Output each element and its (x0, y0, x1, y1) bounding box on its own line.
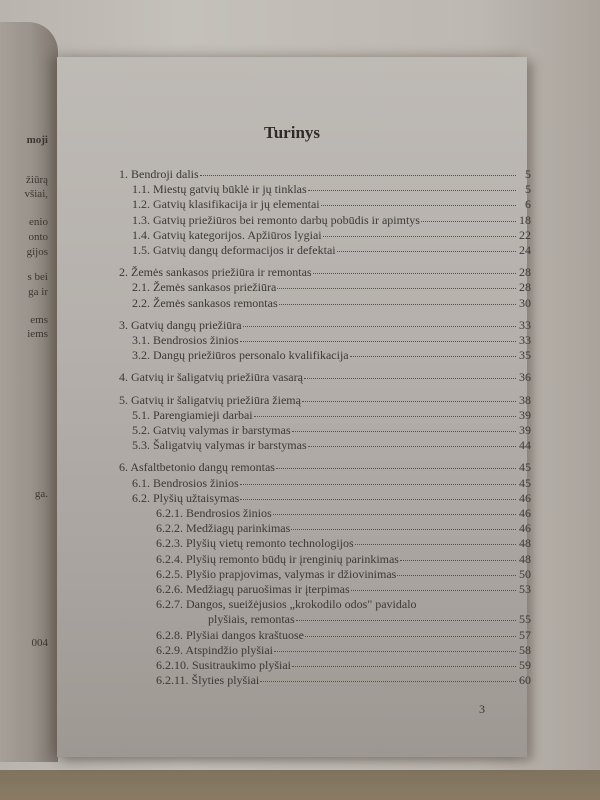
toc-entry (119, 460, 531, 475)
toc-entry-page: 57 (519, 627, 531, 642)
toc-entry-page: 22 (519, 227, 531, 242)
dot-leader (292, 666, 516, 667)
toc-entry-page: 30 (519, 295, 531, 310)
toc-entry (119, 228, 531, 243)
dot-leader (421, 221, 516, 222)
toc-entry-page: 60 (519, 673, 531, 688)
dot-leader (397, 575, 516, 576)
toc-entry-page: 18 (519, 212, 531, 227)
toc-entry (119, 393, 531, 408)
toc-entry-page: 28 (519, 280, 531, 295)
toc-entry-label: plyšiais, remontas (208, 612, 295, 627)
dot-leader (279, 304, 516, 305)
toc-entry-label: 1.1. Miestų gatvių būklė ir jų tinklas (132, 182, 307, 197)
toc-entry (119, 491, 531, 506)
toc-entry-label: 4. Gatvių ir šaligatvių priežiūra vasarą (119, 370, 303, 385)
book-page (57, 57, 531, 757)
dot-leader (243, 326, 516, 327)
dot-leader (323, 236, 516, 237)
toc-entry-page: 5 (525, 182, 531, 197)
toc-entry (119, 213, 531, 228)
left-page-text-fragment: ga. (34, 488, 48, 500)
dot-leader (292, 431, 516, 432)
toc-entry-label: 1.5. Gatvių dangų deformacijos ir defektai (132, 243, 336, 258)
dot-leader (350, 356, 516, 357)
dot-leader (274, 651, 516, 652)
table-of-contents (119, 167, 531, 689)
page-title: Turinys (263, 123, 321, 142)
left-page-text-fragment: ems (30, 314, 48, 326)
toc-entry (119, 506, 531, 521)
toc-entry-label: 2.1. Žemės sankasos priežiūra (132, 280, 277, 295)
dot-leader (200, 175, 516, 176)
toc-entry-page: 59 (519, 658, 531, 673)
dot-leader (277, 288, 516, 289)
toc-entry (119, 597, 531, 612)
toc-entry-page: 45 (519, 460, 531, 475)
toc-entry-label: 1. Bendroji dalis (119, 167, 199, 181)
toc-entry-label: 6.2.6. Medžiagų paruošimas ir įterpimas (156, 582, 350, 597)
dot-leader (321, 205, 516, 206)
toc-entry-page: 35 (519, 348, 531, 363)
toc-entry (119, 348, 531, 363)
left-page-text-fragment: iems (27, 328, 48, 340)
toc-entry (119, 423, 531, 438)
toc-entry (119, 582, 531, 597)
dot-leader (308, 190, 516, 191)
toc-entry-page: 28 (519, 265, 531, 280)
toc-entry (119, 567, 531, 582)
toc-entry (119, 438, 531, 453)
dot-leader (273, 514, 516, 515)
toc-entry-label: 6.2.5. Plyšio prapjovimas, valymas ir džiovinimas (156, 566, 397, 581)
toc-entry (119, 197, 531, 212)
left-page-text-fragment: onto (28, 231, 48, 243)
toc-entry-page: 33 (519, 317, 531, 332)
toc-entry-page: 38 (519, 392, 531, 407)
toc-entry-label: 6.2.4. Plyšių remonto būdų ir įrenginių parinkimas (156, 551, 399, 566)
toc-entry-label: 5.2. Gatvių valymas ir barstymas (132, 423, 291, 438)
toc-entry (119, 333, 531, 348)
dot-leader (240, 484, 516, 485)
toc-entry-label: 2.2. Žemės sankasos remontas (132, 295, 278, 310)
dot-leader (240, 499, 516, 500)
toc-entry (119, 265, 531, 280)
toc-entry-page: 39 (519, 423, 531, 438)
dot-leader (260, 681, 516, 682)
dot-leader (291, 529, 516, 530)
toc-entry (119, 243, 531, 258)
toc-entry (119, 182, 531, 197)
toc-entry-label: 1.4. Gatvių kategorijos. Apžiūros lygiai (132, 227, 322, 242)
toc-entry-label: 6.2.2. Medžiagų parinkimas (156, 521, 291, 536)
toc-entry (119, 280, 531, 295)
dot-leader (305, 636, 516, 637)
toc-entry-page: 55 (519, 612, 531, 627)
dot-leader (400, 560, 516, 561)
toc-entry-page: 36 (519, 370, 531, 385)
dot-leader (254, 416, 516, 417)
dot-leader (355, 544, 516, 545)
left-page-text-fragment: 004 (31, 637, 48, 649)
toc-entry-label: 3.1. Bendrosios žinios (132, 333, 239, 348)
left-page-edge (0, 22, 58, 762)
toc-entry-label: 6.2.10. Susitraukimo plyšiai (156, 658, 291, 673)
toc-entry-label: 6.1. Bendrosios žinios (132, 475, 239, 490)
toc-entry-page: 46 (519, 506, 531, 521)
left-page-text-fragment: enio (29, 216, 48, 228)
toc-entry-label: 6. Asfaltbetonio dangų remontas (119, 460, 275, 475)
toc-entry (119, 552, 531, 567)
left-page-text-fragment: gijos (26, 246, 48, 258)
toc-entry-label: 6.2.1. Bendrosios žinios (156, 506, 272, 521)
toc-entry-page: 46 (519, 490, 531, 505)
left-page-text-fragment: s bei (27, 271, 48, 283)
dot-leader (240, 341, 516, 342)
toc-entry (119, 628, 531, 643)
toc-entry (119, 296, 531, 311)
left-page-text-fragment: všiai, (24, 188, 48, 200)
toc-entry-label: 2. Žemės sankasos priežiūra ir remontas (119, 265, 312, 280)
toc-entry-label: 6.2. Plyšių užtaisymas (132, 490, 240, 505)
toc-entry-label: 3. Gatvių dangų priežiūra (119, 317, 242, 332)
left-page-text-fragment: moji (26, 134, 48, 146)
toc-entry-page: 46 (519, 521, 531, 536)
toc-entry-page: 6 (525, 197, 531, 212)
toc-entry-page: 39 (519, 407, 531, 422)
dot-leader (276, 468, 516, 469)
left-page-text-fragment: žiūrą (26, 174, 48, 186)
dot-leader (337, 251, 516, 252)
toc-entry-page: 50 (519, 566, 531, 581)
toc-entry (119, 370, 531, 385)
toc-entry-label: 6.2.7. Dangos, sueižėjusios „krokodilo odos" pavidalo (156, 597, 417, 612)
toc-entry-page: 5 (525, 167, 531, 181)
toc-entry-label: 3.2. Dangų priežiūros personalo kvalifikacija (132, 348, 349, 363)
toc-entry-label: 1.2. Gatvių klasifikacija ir jų elementai (132, 197, 320, 212)
toc-entry-page: 48 (519, 551, 531, 566)
toc-entry-label: 6.2.11. Šlyties plyšiai (156, 673, 260, 688)
toc-entry-label: 6.2.9. Atspindžio plyšiai (156, 642, 273, 657)
dot-leader (304, 378, 516, 379)
left-page-text-fragment: ga ir (28, 286, 48, 298)
toc-entry-page: 24 (519, 243, 531, 258)
toc-entry (119, 476, 531, 491)
toc-entry-label: 5. Gatvių ir šaligatvių priežiūra žiemą (119, 392, 301, 407)
toc-entry-label: 5.3. Šaligatvių valymas ir barstymas (132, 438, 307, 453)
toc-entry-label: 1.3. Gatvių priežiūros bei remonto darbų pobūdis ir apimtys (132, 212, 420, 227)
toc-entry-page: 53 (519, 582, 531, 597)
toc-entry-page: 58 (519, 642, 531, 657)
dot-leader (296, 620, 516, 621)
toc-entry-page: 44 (519, 438, 531, 453)
toc-entry-page: 48 (519, 536, 531, 551)
toc-entry-label: 6.2.8. Plyšiai dangos kraštuose (156, 627, 304, 642)
toc-entry (119, 318, 531, 333)
toc-entry-label: 5.1. Parengiamieji darbai (132, 407, 253, 422)
toc-entry (119, 408, 531, 423)
toc-entry (119, 167, 531, 182)
toc-entry (119, 521, 531, 536)
toc-entry-page: 33 (519, 333, 531, 348)
page-number: 3 (479, 702, 485, 716)
toc-entry (119, 612, 531, 627)
dot-leader (313, 273, 516, 274)
toc-entry-page: 45 (519, 475, 531, 490)
toc-entry (119, 673, 531, 688)
dot-leader (302, 401, 516, 402)
dot-leader (308, 446, 516, 447)
toc-entry (119, 658, 531, 673)
toc-entry (119, 536, 531, 551)
table-surface (0, 770, 600, 800)
toc-entry-label: 6.2.3. Plyšių vietų remonto technologijos (156, 536, 354, 551)
dot-leader (351, 590, 516, 591)
toc-entry (119, 643, 531, 658)
